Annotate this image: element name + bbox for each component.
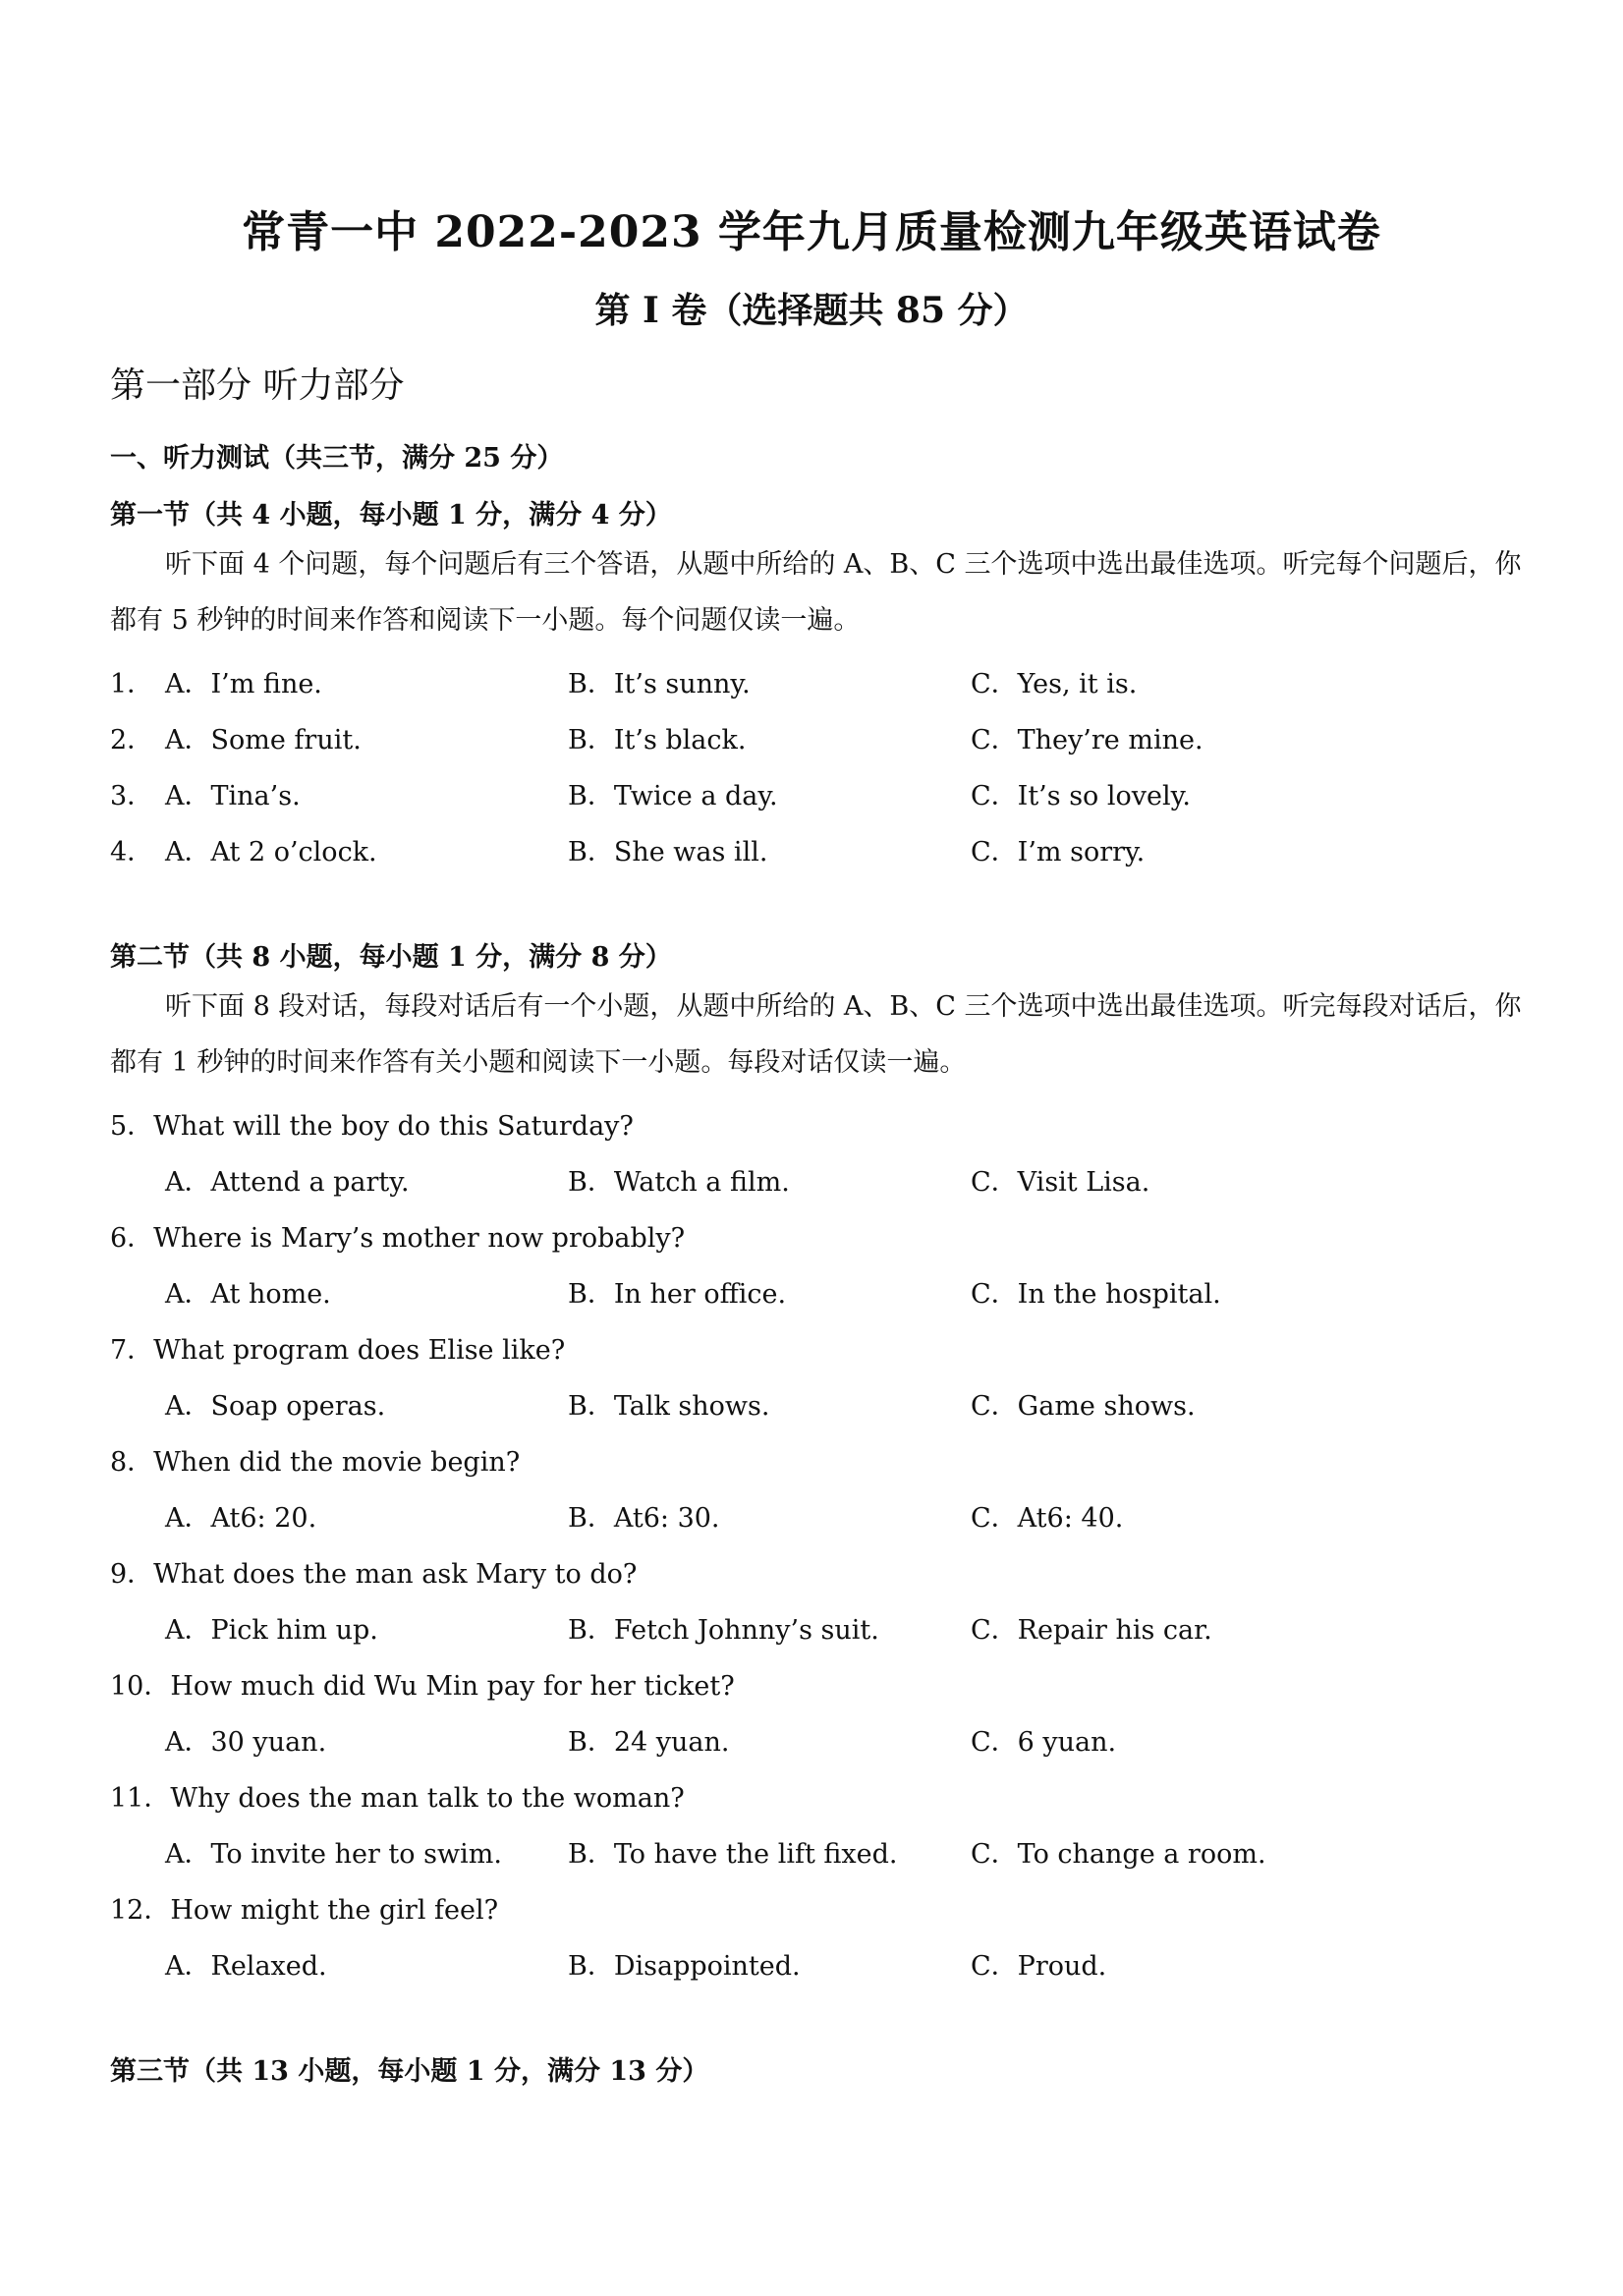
options-row-5 bbox=[110, 1160, 1525, 1216]
options-row-8 bbox=[110, 1496, 1525, 1552]
question-row-3 bbox=[110, 774, 1525, 830]
option-a: A．At home. bbox=[165, 1279, 331, 1310]
option-c: C．Visit Lisa. bbox=[971, 1167, 1150, 1198]
option-c: C．6 yuan. bbox=[971, 1727, 1117, 1758]
option-c: C．It’s so lovely. bbox=[971, 781, 1191, 812]
exam-subtitle: 第 I 卷（选择题共 85 分） bbox=[594, 290, 1029, 331]
option-b: B．It’s black. bbox=[568, 725, 747, 756]
option-b: B．Watch a film. bbox=[568, 1167, 790, 1198]
option-c: C．Proud. bbox=[971, 1951, 1107, 1982]
question-stem-5: 5．What will the boy do this Saturday? bbox=[110, 1111, 634, 1142]
option-b: B．It’s sunny. bbox=[568, 669, 751, 700]
options-row-11 bbox=[110, 1832, 1525, 1888]
section3-heading: 第三节（共 13 小题，每小题 1 分，满分 13 分） bbox=[110, 2056, 709, 2087]
option-a: A．Tina’s. bbox=[165, 781, 301, 812]
question-number: 2． bbox=[110, 725, 154, 756]
question-stem-6: 6．Where is Mary’s mother now probably? bbox=[110, 1223, 686, 1254]
option-a: A．30 yuan. bbox=[165, 1727, 327, 1758]
option-a: A．Pick him up. bbox=[165, 1615, 378, 1646]
option-a: A．To invite her to swim. bbox=[165, 1839, 502, 1870]
section2-heading: 第二节（共 8 小题，每小题 1 分，满分 8 分） bbox=[110, 942, 672, 973]
option-c: C．They’re mine. bbox=[971, 725, 1203, 756]
options-row-6 bbox=[110, 1272, 1525, 1328]
option-a: A．At6: 20. bbox=[165, 1503, 317, 1534]
option-b: B．In her office. bbox=[568, 1279, 787, 1310]
section1-heading: 第一节（共 4 小题，每小题 1 分，满分 4 分） bbox=[110, 500, 672, 531]
question-stem-8: 8．When did the movie begin? bbox=[110, 1447, 521, 1478]
option-a: A．At 2 o’clock. bbox=[165, 837, 377, 868]
option-c: C．Game shows. bbox=[971, 1391, 1196, 1422]
option-b: B．24 yuan. bbox=[568, 1727, 730, 1758]
option-a: A．Attend a party. bbox=[165, 1167, 410, 1198]
exam-title: 常青一中 2022-2023 学年九月质量检测九年级英语试卷 bbox=[242, 207, 1381, 257]
option-c: C．I’m sorry. bbox=[971, 837, 1146, 868]
option-c: C．At6: 40. bbox=[971, 1503, 1124, 1534]
question-stem-9: 9．What does the man ask Mary to do? bbox=[110, 1559, 638, 1590]
question-stem-7: 7．What program does Elise like? bbox=[110, 1335, 566, 1366]
listening-heading: 一、听力测试（共三节，满分 25 分） bbox=[110, 443, 564, 474]
option-c: C．Repair his car. bbox=[971, 1615, 1212, 1646]
option-b: B．Twice a day. bbox=[568, 781, 778, 812]
options-row-7 bbox=[110, 1384, 1525, 1440]
option-a: A．Relaxed. bbox=[165, 1951, 327, 1982]
question-stem-12: 12．How might the girl feel? bbox=[110, 1895, 499, 1926]
option-b: B．To have the lift fixed. bbox=[568, 1839, 898, 1870]
section1-instruction: 听下面 4 个问题，每个问题后有三个答语，从题中所给的 A、B、C 三个选项中选出最佳选项。听完每个问题后，你都有 5 秒钟的时间来作答和阅读下一小题。每个问题仅读一遍。 bbox=[110, 549, 1522, 636]
option-b: B．Talk shows. bbox=[568, 1391, 770, 1422]
question-stem-10: 10．How much did Wu Min pay for her ticket? bbox=[110, 1671, 735, 1702]
option-b: B．Fetch Johnny’s suit. bbox=[568, 1615, 879, 1646]
option-b: B．Disappointed. bbox=[568, 1951, 801, 1982]
option-b: B．She was ill. bbox=[568, 837, 768, 868]
option-a: A．Some fruit. bbox=[165, 725, 362, 756]
option-a: A．I’m fine. bbox=[165, 669, 322, 700]
option-c: C．Yes, it is. bbox=[971, 669, 1138, 700]
section2-instruction: 听下面 8 段对话，每段对话后有一个小题，从题中所给的 A、B、C 三个选项中选出最佳选项。听完每段对话后，你都有 1 秒钟的时间来作答有关小题和阅读下一小题。每段对话仅读一遍。 bbox=[110, 991, 1522, 1078]
option-a: A．Soap operas. bbox=[165, 1391, 386, 1422]
question-stem-11: 11．Why does the man talk to the woman? bbox=[110, 1783, 685, 1814]
options-row-9 bbox=[110, 1608, 1525, 1664]
option-c: C．In the hospital. bbox=[971, 1279, 1221, 1310]
question-row-2 bbox=[110, 718, 1525, 774]
question-row-4 bbox=[110, 830, 1525, 886]
option-c: C．To change a room. bbox=[971, 1839, 1266, 1870]
question-row-1 bbox=[110, 662, 1525, 718]
question-number: 1． bbox=[110, 669, 154, 700]
option-b: B．At6: 30. bbox=[568, 1503, 720, 1534]
options-row-10 bbox=[110, 1720, 1525, 1776]
question-number: 3． bbox=[110, 781, 154, 812]
question-number: 4． bbox=[110, 837, 154, 868]
part-heading: 第一部分 听力部分 bbox=[110, 365, 405, 406]
options-row-12 bbox=[110, 1944, 1525, 2000]
